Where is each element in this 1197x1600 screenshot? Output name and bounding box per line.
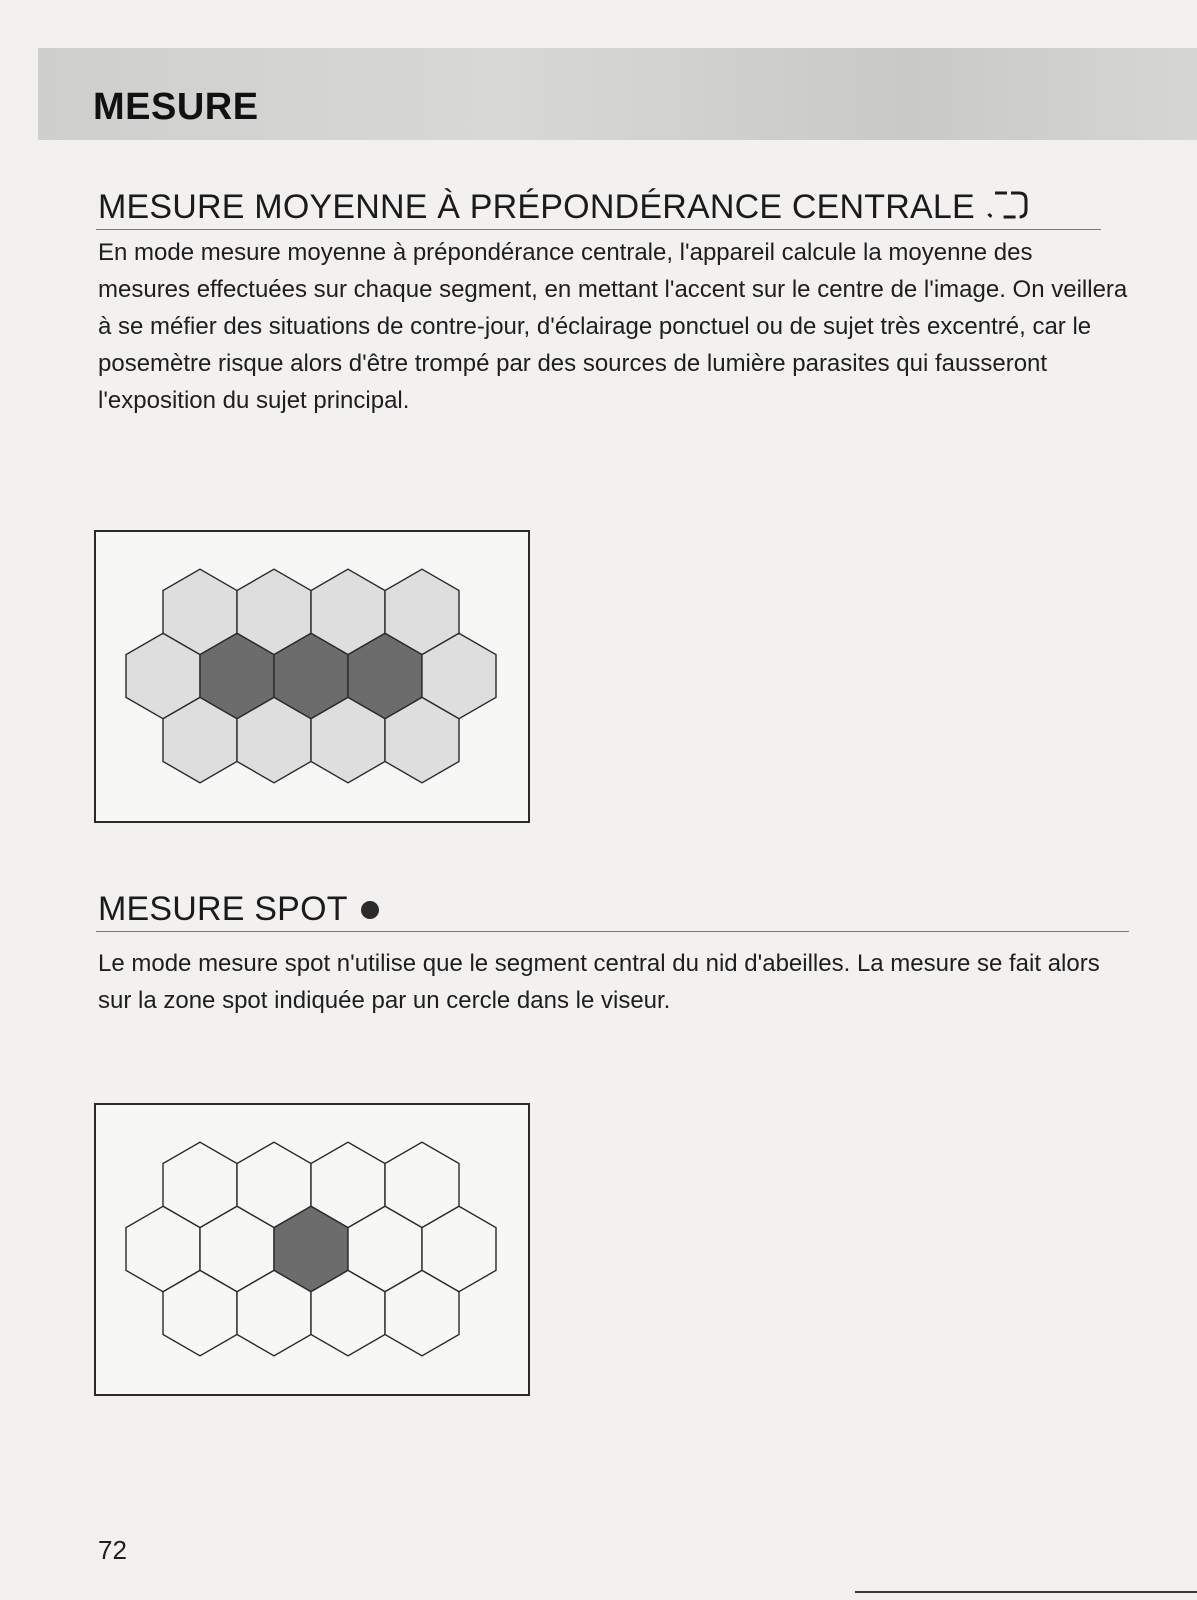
section-title-spot	[98, 890, 387, 931]
section-title-center-weighted	[98, 188, 1029, 229]
section-rule	[96, 931, 1129, 932]
center-weighted-metering-icon	[985, 190, 1029, 229]
section-title-text: MESURE MOYENNE À PRÉPONDÉRANCE CENTRALE	[98, 188, 975, 226]
page-title: MESURE	[93, 86, 259, 128]
section-title-text: MESURE SPOT	[98, 890, 348, 928]
section-paragraph-center-weighted: En mode mesure moyenne à prépondérance centrale, l'appareil calcule la moyenne des mesures effectuées sur chaque segment, en mettant l'accent sur le centre de l'image. On veillera à se méfier des situations de contre-jour, d'éclairage ponctuel ou de sujet très excentré, car le posemètre risque alors d'être trompé par des sources de lumière parasites qui fausseront l'exposition du sujet principal.	[98, 239, 1128, 414]
honeycomb-spot-diagram	[94, 1103, 530, 1396]
page-number: 72	[98, 1535, 127, 1565]
bottom-rule	[855, 1591, 1197, 1593]
section-paragraph-spot: Le mode mesure spot n'utilise que le segment central du nid d'abeilles. La mesure se fait alors sur la zone spot indiquée par un cercle dans le viseur.	[98, 950, 1100, 1014]
spot-metering-icon	[357, 892, 387, 931]
section-rule	[96, 229, 1101, 230]
honeycomb-center-weighted-diagram	[94, 530, 530, 823]
